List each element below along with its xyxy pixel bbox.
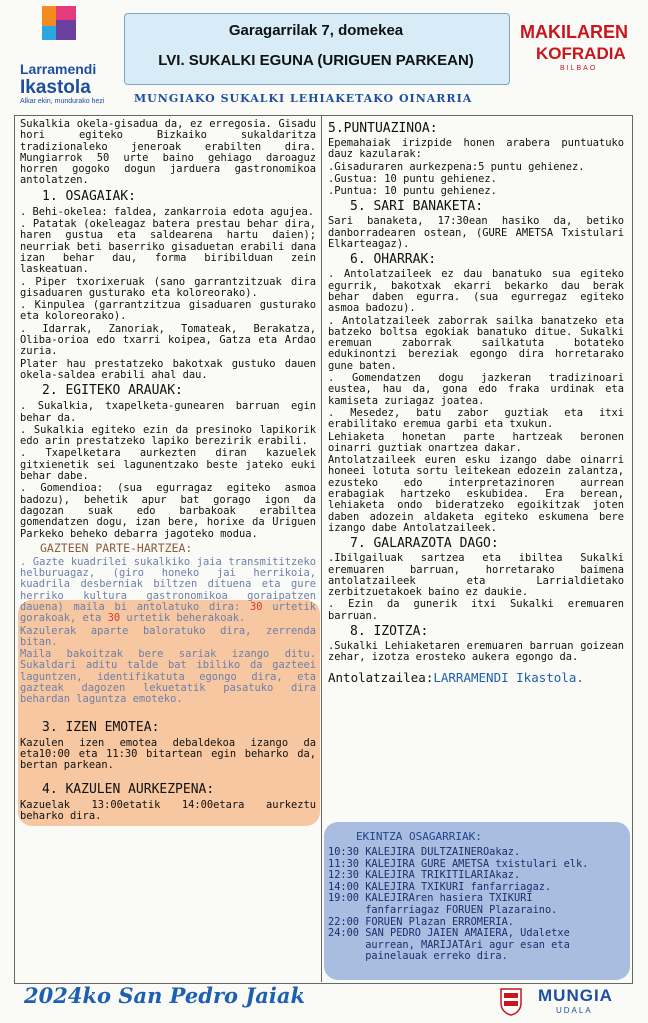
organizer-line: Antolatzailea:LARRAMENDI Ikastola. [328,669,584,685]
note-item: Lehiaketa honetan parte hartzeak beronen oinarri guztiak onartzea dakar. [328,430,624,454]
event-date: Garagarrilak 7, domekea [228,22,404,39]
awards-text: Sari banaketa, 17:30ean hasiko da, betiko danborradearen ostean, (GURE AMETSA Txistulari Elkarteagaz). [328,215,624,251]
ice-text: .Sukalki Lehiaketaren eremuaren barruan goizean zehar, izotza erosteko aukera egongo da. [328,639,624,664]
section-awards-title: 5. SARI BANAKETA: [350,199,484,215]
rule-item: . Sukalkia, txapelketa-gunearen barruan egin behar da. [20,400,316,424]
forbidden-item: .Ibilgailuak sartzea eta ibiltea Sukalki eremuaren barruan, horretarako baimena antolatzaileek eta Larrialdietako zerbitzuetakoek baino ez daukie. [328,552,624,599]
kofradia-line-1: MAKILAREN [520,22,628,42]
logo-line-2: Ikastola [20,77,91,98]
ingredient-item: . Patatak (okeleagaz batera prestau behar dira, haren gustua eta saldearena hartu daien); neurriak beti baserriko gisaduetan erabili dana izan behar dau, forma biribilduan zein laskeatuan. [20,218,316,276]
organizer-name: LARRAMENDI Ikastola. [433,669,584,685]
youth-paragraph-1: . Gazte kuadrilei sukalkiko jaia transmititzeko helburuagaz, (giro honeko jai herrikoia, kuadrila desberniak biltzen dituena eta gure herriko kultura gastronomikoa goraipatzen dauena) maila bi antolatuko dira: 30 urtetik gorakoak, eta 30 urtetik beherakoak. [20,555,317,625]
extra-activities-title: EKINTZA OSAGARRIAK: [356,830,482,843]
scoring-intro: Epemahaiak irizpide honen arabera puntuatuko dauz kazularak: [328,137,624,161]
youth-paragraph-2: Kazulerak aparte baloratuko dira, zerrenda bitan. [20,624,316,648]
event-title: LVI. SUKALKI EGUNA (URIGUEN PARKEAN) [158,52,474,69]
section-notes-title: 6. OHARRAK: [350,252,437,268]
section-scoring-title: 5.PUNTUAZINOA: [328,121,438,136]
ingredient-item: . Idarrak, Zanoriak, Tomateak, Berakatza, Oliba-orioa edo txarri koipea, Gatza eta Ardao zuria. [20,322,316,358]
activity-item: 19:00 KALEJIRAren hasiera TXIKURI [328,892,533,905]
note-item: Antolatzaileek euren esku izango dabe oinarri honeei lotuta sortu leitekean edozein zalantza, ezusteko edo interpretazinoren aurrean erabagiak hartzeko eskubidea. Era berean, lehiaketa ondo bideratzeko egoikitzak joten daben adozein aldaketa egiteko eskumena bere izango dabe Antolatzaileek. [328,454,624,534]
section-ingredients-title: 1. OSAGAIAK: [42,188,136,204]
youth-paragraph-3: Maila bakoitzak bere sariak izango ditu. Sukaldari aditu talde bat ibiliko da gazteei laguntzen, identifikatuta egongo dira, eta gazteak dagozen lekuetatik pasatuko dira behardan laguntza emoteko. [20,648,316,706]
ingredient-item: . Kinpulea (garrantzitzua gisaduaren gusturako eta koloreorako). [20,299,316,323]
kofradia-line-2: KOFRADIA [536,44,626,63]
extra-activities [328,824,628,963]
footer-title: 2024ko San Pedro Jaiak [24,983,305,1008]
scoring-item: .Puntua: 10 puntu gehienez. [328,185,497,198]
forbidden-item: . Ezin da gunerik itxi Sukalki eremuaren barruan. [328,598,624,622]
section-forbidden-title: 7. GALARAZOTA DAGO: [350,536,499,552]
intro-text: Sukalkia okela-gisadua da, ez erregosia. Gisadu hori egiteko Bizkaiko sukaldaritza tradizionaleko jeneroak erabilten dira. Mungiarrok 50 urte baino gehiago daroaguz horren gogoko dogun jarduera gastronomikoa antolatzen. [20,118,316,187]
age-threshold-2: 30 [107,612,121,625]
age-threshold-1: 30 [249,600,263,613]
activity-item: 14:00 KALEJIRA TXIKURI fanfarriagaz. [328,880,552,893]
note-item: . Gomendatzen dogu jazkeran tradizinoari eustea, hau da, gona edo fraka urdinak eta kamiseta zuriagaz joatea. [328,372,624,407]
kofradia-line-3: BILBAO [560,65,598,72]
activity-item: aurrean, MARIJATAri agur esan eta [328,938,570,951]
presentation-text: Kazuelak 13:00etatik 14:00etara aurkeztu beharko dira. [20,798,316,822]
rule-item: . Gomendioa: (sua egurragaz egiteko asmoa badozu), behetik apur bat gorago igon da dagozan suak edo barbakoak erabiltea gomendatzen dogu, izan bere, horixe da Uriguen Parkeko beheko debarra jagoteko modua. [20,482,316,540]
section-rules-title: 2. EGITEKO ARAUAK: [42,383,183,399]
activity-item: 24:00 SAN PEDRO JAIEN AMAIERA, Udaletxe [328,927,570,940]
ingredient-item: . Piper txorixeruak (sano garrantzitzuak dira gisaduaren gusturako eta koloreorako). [20,275,316,299]
activity-item: fanfarriagaz FORUEN Plazaraino. [328,903,558,916]
column-divider [321,115,322,982]
note-item: . Antolatzaileek zaborrak sailka banatzeko eta batzeko boltsa egokiak banatuko ditue. Sukalki eremuan zaborrak sailkatuta botateko edukinontzi bereziak egongo dira horretarako gune baten. [328,314,624,372]
left-column [20,119,316,823]
page-subtitle: MUNGIAKO SUKALKI LEHIAKETAKO OINARRIA [134,92,473,105]
logo-line-1: Larramendi [20,61,97,77]
activity-item: painelauak erreko dira. [328,950,508,963]
section-ice-title: 8. IZOTZA: [350,623,429,639]
activity-item: 12:30 KALEJIRA TRIKITILARIAkaz. [328,869,521,882]
mungia-shield-icon [500,988,522,1016]
logo-square-blue [42,26,56,40]
registration-text: Kazulen izen emotea debaldekoa izango da eta10:00 eta 11:30 bitartean egin beharko da, bertan parkean. [20,736,316,772]
youth-section-title: GAZTEEN PARTE-HARTZEA: [40,540,193,555]
section-registration-title: 3. IZEN EMOTEA: [42,719,160,735]
note-item: . Antolatzaileek ez dau banatuko sua egiteko egurrik, bakotxak ekarri bekarko dau berak behar daben egurra. (sua egurregaz egiteko asmoa badozu). [328,268,624,315]
activity-item: 22:00 FORUEN Plazan ERROMERIA. [328,915,514,928]
right-column [328,119,624,683]
rule-item: . Sukalkia egiteko ezin da presinoko lapikorik edo arin prestatzeko lapiko berezirik erabili. [20,423,316,448]
udala-logo-text: UDALA [556,1006,593,1015]
activity-item: 11:30 KALEJIRA GURE AMETSA txistulari elk. [328,857,589,870]
scoring-item: .Gisaduraren aurkezpena:5 puntu gehienez. [328,160,585,173]
logo-tagline: Alkar ekin, mundurako hezi [20,98,105,105]
scoring-item: .Gustua: 10 puntu gehienez. [328,172,497,185]
logo-square-purple [56,20,76,40]
note-item: . Mesedez, batu zabor guztiak eta itxi erabilitako eremua garbi eta txukun. [328,406,624,431]
ingredient-item: Plater hau prestatzeko bakotxak gustuko dauen okela-saldea erabili ahal dau. [20,357,316,381]
ingredient-item: . Behi-okelea: faldea, zankarroia edota agujea. [20,205,315,218]
rule-item: . Txapelketara aurkezten diran kazuelek gitxienetik sei lagunentzako beste jateko euki behar dabe. [20,447,316,483]
activity-item: 10:30 KALEJIRA DULTZAINEROakaz. [328,846,521,858]
section-presentation-title: 4. KAZULEN AURKEZPENA: [42,781,215,797]
mungia-logo-text: MUNGIA [538,986,613,1005]
